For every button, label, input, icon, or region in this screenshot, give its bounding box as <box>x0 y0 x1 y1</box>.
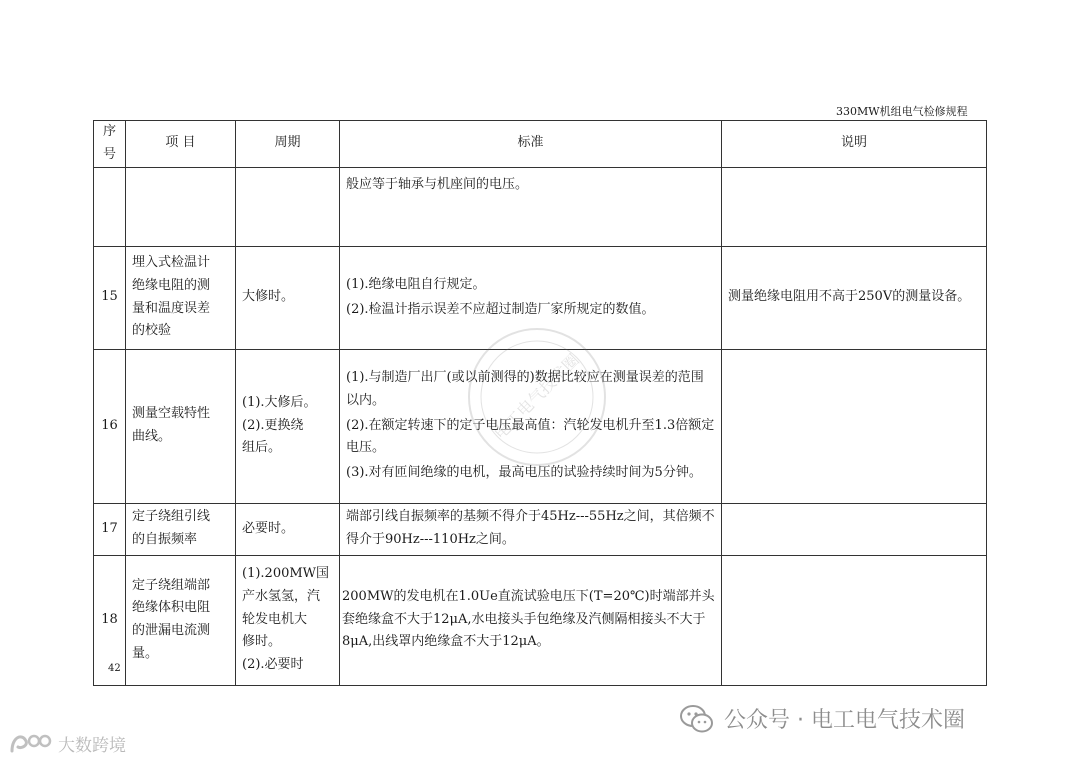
table-header-row <box>94 121 987 168</box>
item-line: 曲线。 <box>132 429 172 444</box>
row-number: 17 <box>94 503 126 555</box>
item-line: 的泄漏电流测 <box>132 623 211 638</box>
period-line: 组后。 <box>242 440 282 456</box>
standard-line: 200MW的发电机在1.0Ue直流试验电压下(T=20℃)时端部并头套绝缘盒不大于12μA,水电接头手包绝缘及汽侧隔相接头不大于8μA,出线罩内绝缘盒不大于12μA。 <box>342 588 715 650</box>
row-item <box>126 246 236 349</box>
row-standard <box>340 349 722 503</box>
col-header-note: 说明 <box>722 121 987 168</box>
row-period <box>236 167 340 246</box>
row-number: 16 <box>94 349 126 503</box>
row-item <box>126 503 236 555</box>
item-line: 测量空载特性 <box>132 406 211 422</box>
period-line: 修时。 <box>242 634 282 650</box>
watermark-right <box>680 703 965 734</box>
period-line: 必要时。 <box>242 520 295 536</box>
standard-line: 端部引线自振频率的基频不得介于45Hz---55Hz之间，其倍频不得介于90Hz---110Hz之间。 <box>346 509 715 547</box>
period-line: (2).必要时 <box>242 657 304 673</box>
standard-line: (1).与制造厂出厂(或以前测得的)数据比较应在测量误差的范围以内。 <box>346 370 704 408</box>
row-note <box>722 349 987 503</box>
row-period <box>236 246 340 349</box>
watermark-left-text: 大数跨境 <box>58 735 126 756</box>
table-row <box>94 349 987 503</box>
period-line: (1).200MW国 <box>242 566 330 582</box>
col-header-number: 序号 <box>94 121 126 168</box>
item-line: 的校验 <box>132 323 172 339</box>
period-line: 轮发电机大 <box>242 611 308 627</box>
row-standard <box>340 167 722 246</box>
watermark-left <box>8 729 126 757</box>
col-header-item: 项 目 <box>126 121 236 168</box>
watermark-right-text: 公众号 · 电工电气技术圈 <box>724 708 965 733</box>
item-line: 绝缘体积电阻 <box>132 600 211 616</box>
row-period <box>236 555 340 685</box>
page-number: 42 <box>108 663 121 674</box>
standard-line: (2).在额定转速下的定子电压最高值：汽轮发电机升至1.3倍额定电压。 <box>346 417 715 456</box>
item-line: 埋入式检温计 <box>132 255 211 270</box>
row-standard <box>340 503 722 555</box>
row-standard <box>340 246 722 349</box>
wechat-icon <box>680 704 714 734</box>
period-line: 产水氢氢，汽 <box>242 588 321 604</box>
row-number: 18 <box>94 555 126 685</box>
item-line: 定子绕组端部 <box>132 577 211 593</box>
row-period <box>236 349 340 503</box>
row-standard <box>340 555 722 685</box>
period-line: (1).大修后。 <box>242 394 317 410</box>
item-line: 量。 <box>132 645 159 661</box>
item-line: 定子绕组引线 <box>132 509 211 525</box>
period-line: 大修时。 <box>242 289 295 305</box>
row-note <box>722 555 987 685</box>
row-item <box>126 167 236 246</box>
row-number <box>94 167 126 246</box>
row-item <box>126 555 236 685</box>
standard-line: (2).检温计指示误差不应超过制造厂家所规定的数值。 <box>346 301 655 317</box>
col-header-period: 周期 <box>236 121 340 168</box>
col-header-standard: 标准 <box>340 121 722 168</box>
table-row <box>94 246 987 349</box>
standard-line: (3).对有匝间绝缘的电机，最高电压的试验持续时间为5分钟。 <box>346 465 702 481</box>
document-title: 330MW机组电气检修规程 <box>836 105 968 118</box>
item-line: 的自振频率 <box>132 532 198 547</box>
table-row <box>94 167 987 246</box>
standard-line: 般应等于轴承与机座间的电压。 <box>346 176 529 192</box>
maintenance-spec-table <box>93 120 987 686</box>
row-note <box>722 167 987 246</box>
item-line: 量和温度误差 <box>132 300 211 316</box>
standard-line: (1).绝缘电阻自行规定。 <box>346 276 486 292</box>
row-number: 15 <box>94 246 126 349</box>
table-row <box>94 503 987 555</box>
period-line: (2).更换绕 <box>242 417 304 433</box>
row-note: 测量绝缘电阻用不高于250V的测量设备。 <box>722 246 987 349</box>
row-period <box>236 503 340 555</box>
row-item <box>126 349 236 503</box>
item-line: 绝缘电阻的测 <box>132 277 211 293</box>
row-note <box>722 503 987 555</box>
brand-logo-icon <box>8 729 54 757</box>
stamp-text: 电工电气技术圈 <box>490 350 583 443</box>
table-row <box>94 555 987 685</box>
